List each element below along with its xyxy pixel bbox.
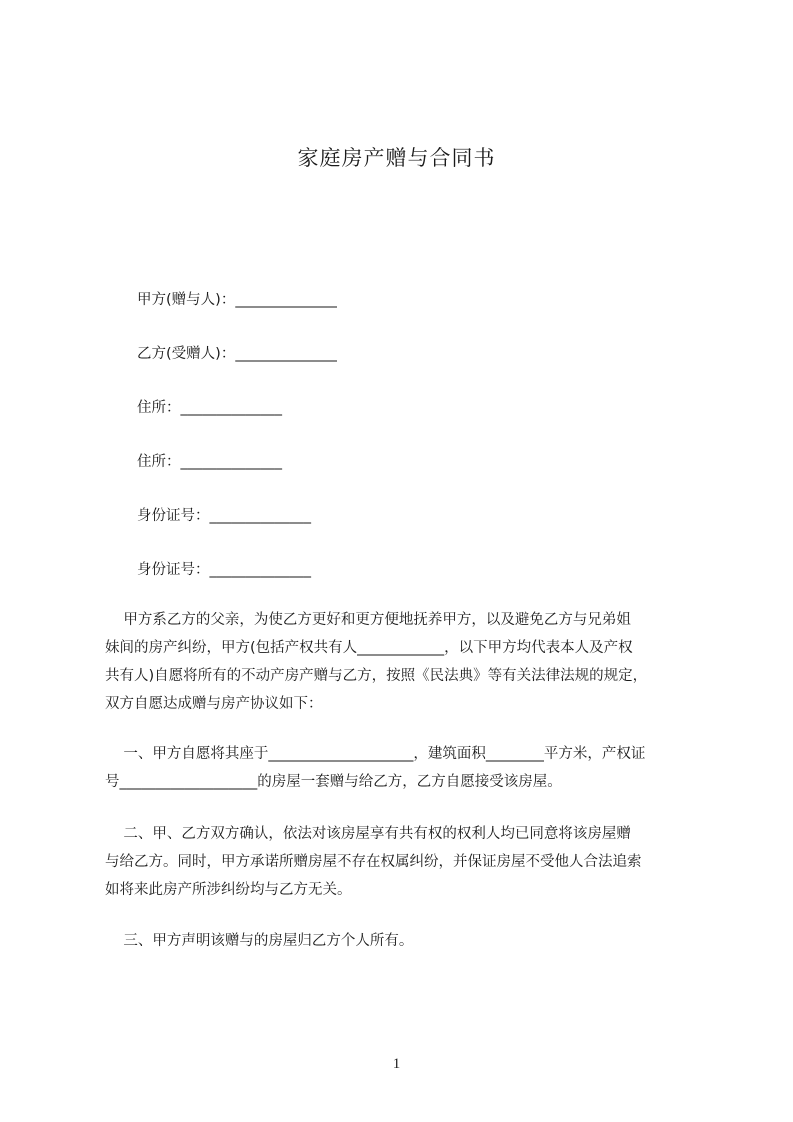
intro-line: 妹间的房产纠纷，甲方(包括产权共有人____________，以下甲方均代表本人及产权 [105, 640, 633, 656]
intro-line: 甲方系乙方的父亲，为使乙方更好和更方便地抚养甲方，以及避免乙方与兄弟姐 [105, 612, 631, 628]
address-blank-2: ______________ [180, 454, 282, 470]
address-label-1: 住所： [137, 400, 181, 416]
article-2-line: 二、甲、乙方双方确认，依法对该房屋享有共有权的权利人均已同意将该房屋赠 [105, 826, 631, 842]
intro-line: 共有人)自愿将所有的不动产房产赠与乙方，按照《民法典》等有关法律法规的规定， [105, 668, 648, 684]
id-number-field-2 [137, 560, 311, 580]
recipient-label: 乙方(受赠人)： [137, 346, 236, 362]
id-number-label-1: 身份证号： [137, 508, 210, 524]
id-number-label-2: 身份证号： [137, 562, 210, 578]
donor-blank: ______________ [235, 292, 337, 308]
address-field-2 [137, 452, 282, 472]
address-field-1 [137, 398, 282, 418]
donor-field [137, 290, 337, 310]
document-title: 家庭房产赠与合同书 [297, 146, 496, 170]
id-number-field-1 [137, 506, 311, 526]
intro-line: 双方自愿达成赠与房产协议如下： [105, 696, 323, 712]
recipient-blank: ______________ [235, 346, 337, 362]
address-blank-1: ______________ [180, 400, 282, 416]
recipient-field [137, 344, 337, 364]
article-1-line: 一、甲方自愿将其座于____________________，建筑面积________平方米，产权证 [105, 746, 646, 762]
intro-paragraph [105, 606, 705, 718]
article-2-line: 与给乙方。同时，甲方承诺所赠房屋不存在权属纠纷，并保证房屋不受他人合法追索 [105, 854, 642, 870]
id-number-blank-2: ______________ [209, 562, 311, 578]
donor-label: 甲方(赠与人)： [137, 292, 236, 308]
address-label-2: 住所： [137, 454, 181, 470]
article-3 [105, 927, 705, 955]
article-1 [105, 740, 705, 796]
article-3-line: 三、甲方声明该赠与的房屋归乙方个人所有。 [105, 933, 414, 949]
id-number-blank-1: ______________ [209, 508, 311, 524]
article-1-line: 号___________________的房屋一套赠与给乙方，乙方自愿接受该房屋。 [105, 774, 562, 790]
article-2-line: 如将来此房产所涉纠纷均与乙方无关。 [105, 882, 352, 898]
page-number: 1 [392, 1056, 401, 1072]
article-2 [105, 820, 705, 904]
